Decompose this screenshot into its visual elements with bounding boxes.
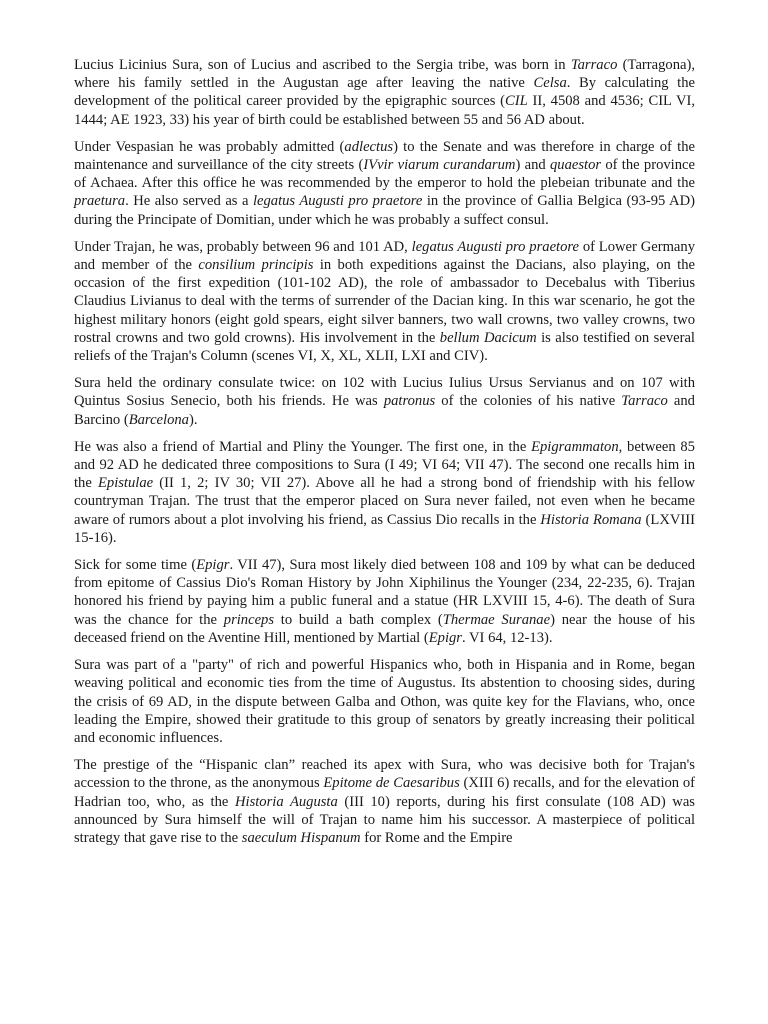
italic-text: princeps [223,611,275,628]
paragraph [74,138,695,229]
text-run: is also testified on several reliefs of the Trajan's Column (scenes VI, X, XL, XLII, LXI and CIV). [74,329,695,365]
italic-text: Epitome de Caesaribus [323,775,460,792]
text-run: He was also a friend of Martial and Pliny the Younger. The first one, in the [74,438,532,455]
text-run: Sick for some time ( [74,557,197,574]
italic-text: saeculum Hispanum [241,829,361,846]
document-page [74,56,695,847]
text-run: Sura was part of a "party" of rich and powerful Hispanics who, both in Hispania and in Rome, began weaving political and economic ties from the time of Augustus. Its abstention to choosing sides, during the crisis of 69 AD, in the dispute between Galba and Othon, was quite key for the Flavians, who, once leading the Empire, showed their gratitude to this group of senators by greatly increasing their political and economic influences. [74,657,695,746]
text-run: of the province of Achaea. After this office he was recommended by the emperor to hold the plebeian tribunate and the [74,157,695,192]
text-run: (Tarragona), where his family settled in the Augustan age after leaving the native [74,57,695,92]
text-run: , between 85 and 92 AD he dedicated three compositions to Sura (I 49; VI 64; VII 47). The second one recalls him in the [74,438,695,492]
text-run: in both expeditions against the Dacians, also playing, on the occasion of the first expedition (101-102 AD), the role of ambassador to Decebalus with Tiberius Claudius Livianus to deal with the terms of surrender of the Dacian king. In this war scenario, he got the highest military honors (eight gold spears, eight silver banners, two wall crowns, two valley crowns, two rostral crowns and two gold crowns). His involvement in the [74,257,696,346]
italic-text: Celsa [533,75,567,92]
text-run: and Barcino ( [74,393,695,428]
text-run: ) and [515,157,550,174]
italic-text: legatus Augusti pro praetore [252,193,423,210]
text-run: ) near the house of his deceased friend on the Aventine Hill, mentioned by Martial ( [74,611,695,646]
italic-text: Epistulae [97,475,154,492]
italic-text: Epigr [196,557,230,574]
italic-text: praetura [74,193,126,210]
text-run: in the province of Gallia Belgica (93-95 AD) during the Principate of Domitian, under which he was probably a suffect consul. [74,193,695,228]
text-run: of the colonies of his native [435,393,622,410]
text-run: Lucius Licinius Sura, son of Lucius and ascribed to the Sergia tribe, was born in [74,57,571,73]
text-run: of Lower Germany and member of the [74,238,695,274]
paragraph [74,656,695,747]
italic-text: consilium principis [198,257,314,274]
text-run: . VII 47), Sura most likely died between 108 and 109 by what can be deduced from epitome of Cassius Dio's Roman History by John Xiphilinus the Younger (234, 22-235, 6). Trajan honored his friend by paying him a public funeral and a statue (HR LXVIII 15, 4-6). The death of Sura was the chance for the [74,557,695,628]
paragraph [74,438,695,547]
paragraph [74,756,695,847]
italic-text: IVvir viarum curandarum [363,157,516,174]
italic-text: bellum Dacicum [439,329,537,346]
italic-text: Historia Augusta [234,793,338,810]
text-run: . He also served as a [125,193,253,210]
italic-text: quaestor [549,157,602,174]
text-run: Sura held the ordinary consulate twice: on 102 with Lucius Iulius Ursus Servianus and on 107 with Quintus Sosius Senecio, both his friends. He was [74,375,695,410]
paragraph [74,556,695,647]
text-run: (LXVIII 15-16). [74,511,695,546]
italic-text: patronus [383,393,436,410]
paragraph [74,56,695,129]
italic-text: Tarraco [621,393,668,410]
text-run: II, 4508 and 4536; CIL VI, 1444; AE 1923, 33) his year of birth could be established between 55 and 56 AD about. [74,93,695,128]
text-run: for Rome and the Empire [360,829,513,846]
text-run: ). [188,411,198,428]
italic-text: legatus Augusti pro praetore [411,238,580,255]
text-run: (III 10) reports, during his first consulate (108 AD) was announced by Sura himself the will of Trajan to name him his successor. A masterpiece of political strategy that gave rise to the [74,793,695,846]
text-run: . By calculating the development of the political career provided by the epigraphic sources ( [74,75,695,110]
italic-text: Epigrammaton [531,438,619,455]
italic-text: Thermae Suranae [442,611,551,628]
italic-text: Epigr [428,629,462,646]
text-run: Under Trajan, he was, probably between 96 and 101 AD, [74,238,412,255]
text-run: (XIII 6) recalls, and for the elevation of Hadrian too, who, as the [74,775,695,810]
paragraph [74,238,695,365]
italic-text: adlectus [344,138,394,155]
paragraph [74,374,695,429]
italic-text: Barcelona [128,411,189,428]
text-run: Under Vespasian he was probably admitted ( [74,138,345,155]
text-run: . VI 64, 12-13). [461,629,553,646]
text-run: The prestige of the “Hispanic clan” reached its apex with Sura, who was decisive both for Trajan's accession to the throne, as the anonymous [74,757,695,792]
text-run: ) to the Senate and was therefore in charge of the maintenance and surveillance of the city streets ( [74,138,696,174]
italic-text: Tarraco [570,57,618,73]
text-run: to build a bath complex ( [274,611,443,628]
italic-text: CIL [505,93,528,110]
text-run: (II 1, 2; IV 30; VII 27). Above all he had a strong bond of friendship with his fellow countryman Trajan. The trust that the emperor placed on Sura never failed, not even when he became aware of rumors about a plot involving his friend, as Cassius Dio recalls in the [74,475,695,528]
italic-text: Historia Romana [540,511,642,528]
